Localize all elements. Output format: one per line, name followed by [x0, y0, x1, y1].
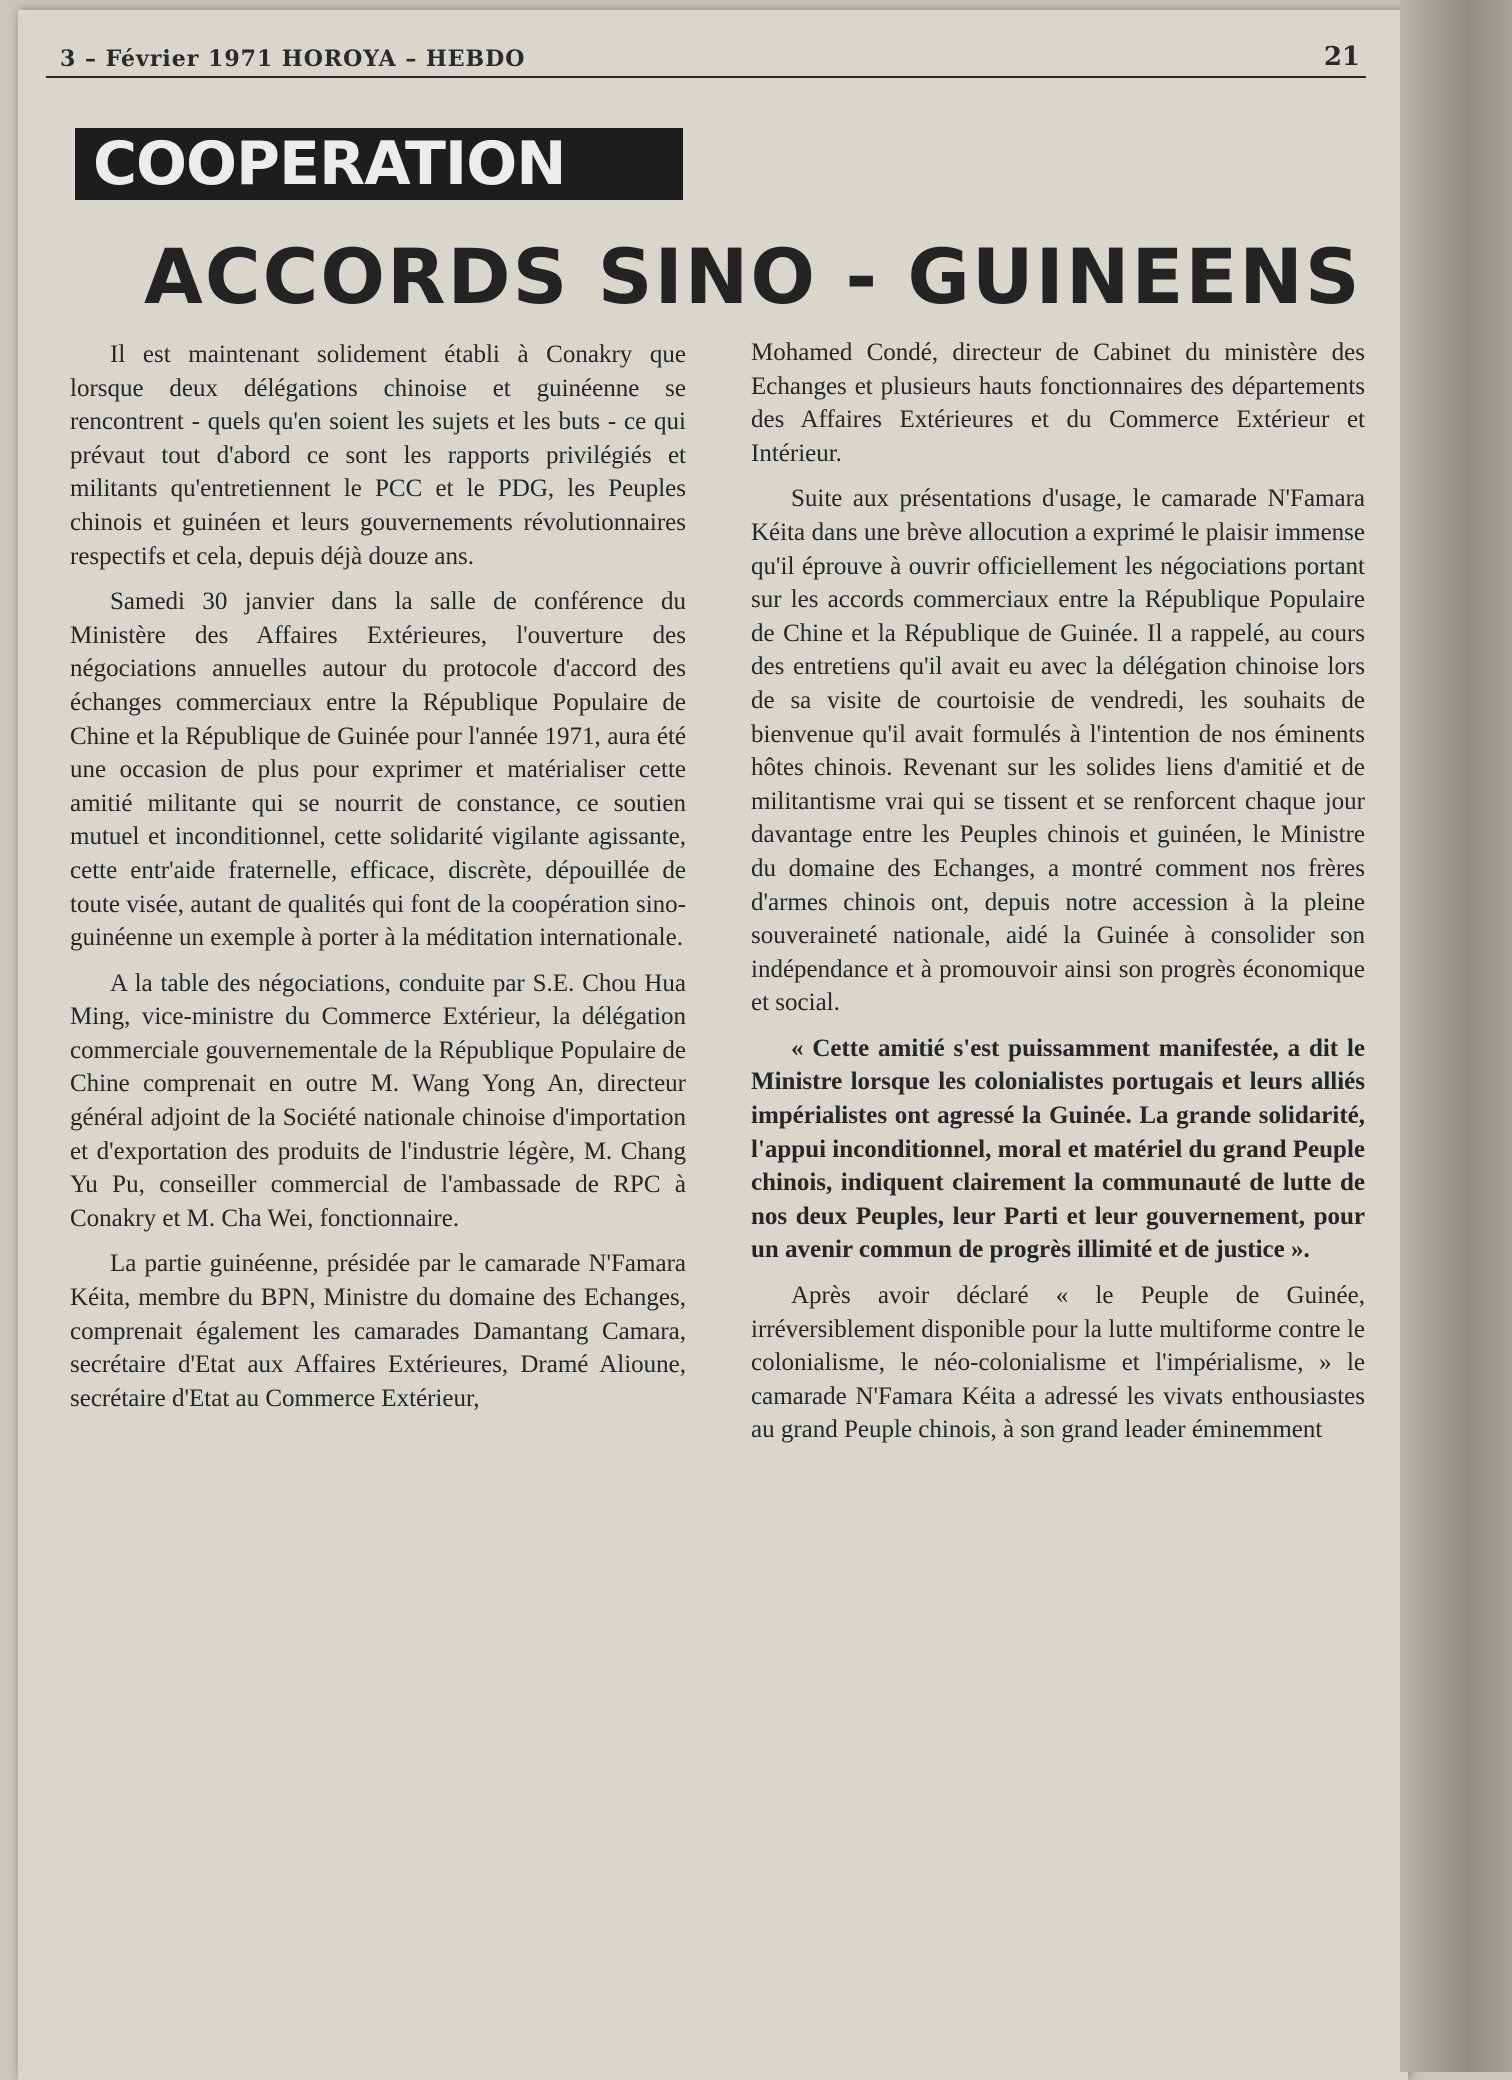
- paragraph: La partie guinéenne, présidée par le camarade N'Famara Kéita, membre du BPN, Ministre du domaine des Echanges, comprenait également les camarades Damantang Camara, secrétaire d'Etat aux Affaires Extérieures, Dramé Alioune, secrétaire d'Etat au Commerce Extérieur,: [70, 1250, 686, 1412]
- page-number: 21: [1323, 42, 1360, 72]
- newspaper-page: [18, 10, 1408, 2080]
- paragraph: A la table des négociations, conduite par S.E. Chou Hua Ming, vice-ministre du Commerce Extérieur, la délégation commerciale gouvernementale de la République Populaire de Chine comprenait en outre M. Wang Yong An, directeur général adjoint de la Société nationale chinoise d'importation et d'exportation des produits de l'industrie légère, M. Chang Yu Pu, conseiller commercial de l'ambassade de RPC à Conakry et M. Cha Wei, fonctionnaire.: [70, 969, 686, 1232]
- paragraph-quote: « Cette amitié s'est puissamment manifestée, a dit le Ministre lorsque les colonialistes portugais et leurs alliés impérialistes ont agressé la Guinée. La grande solidarité, l'appui inconditionnel, moral et matériel du grand Peuple chinois, indiquent clairement la communauté de lutte de nos deux Peuples, leur Parti et leur gouvernement, pour un avenir commun de progrès illimité et de justice ».: [751, 1034, 1365, 1264]
- paragraph: Suite aux présentations d'usage, le camarade N'Famara Kéita dans une brève allocution a exprimé le plaisir immense qu'il éprouve à ouvrir officiellement les négociations portant sur les accords commerciaux entre la République Populaire de Chine et la République de Guinée. Il a rappelé, au cours des entretiens qu'il avait eu avec la délégation chinoise lors de sa visite de courtoisie de vendredi, les souhaits de bienvenue qu'il avait formulés à l'intention de nos éminents hôtes chinois. Revenant sur les solides liens d'amitié et de militantisme vrai qui se tissent et se renforcent chaque jour davantage entre les Peuples chinois et guinéen, le Ministre du domaine des Echanges, a montré comment nos frères d'armes chinois ont, depuis notre accession à la pleine souveraineté nationale, aidé la Guinée à consolider son indépendance et à promouvoir ainsi son progrès économique et social.: [751, 485, 1365, 1017]
- issue-line: 3 – Février 1971 HOROYA – HEBDO: [60, 46, 526, 72]
- paragraph: Il est maintenant solidement établi à Conakry que lorsque deux délégations chinoise et guinéenne se rencontrent - quels qu'en soient les sujets et les buts - ce qui prévaut tout d'abord ce sont les rapports privilégiés et militants qu'entretiennent le PCC et le PDG, les Peuples chinois et guinéen et leurs gouvernements révolutionnaires respectifs et cela, depuis déjà douze ans.: [70, 341, 686, 570]
- article-headline: ACCORDS SINO - GUINEENS: [144, 232, 1362, 321]
- paragraph: Après avoir déclaré « le Peuple de Guinée, irréversiblement disponible pour la lutte multiforme contre le colonialisme, le néo-colonialisme et l'impérialisme, » le camarade N'Famara Kéita a adressé les vivats enthousiastes au grand Peuple chinois, à son grand leader éminemment: [751, 1282, 1365, 1444]
- article-column-left: [70, 338, 686, 1427]
- section-kicker: COOPERATION: [75, 128, 683, 200]
- page-shadow: [1400, 0, 1512, 2072]
- running-head: [46, 42, 1366, 78]
- paragraph: Samedi 30 janvier dans la salle de conférence du Ministère des Affaires Extérieures, l'ouverture des négociations annuelles autour du protocole d'accord des échanges commerciaux entre la République Populaire de Chine et la République de Guinée pour l'année 1971, aura été une occasion de plus pour exprimer et matérialiser cette amitié militante qui se nourrit de constance, ce soutien mutuel et inconditionnel, cette solidarité vigilante agissante, cette entr'aide fraternelle, efficace, discrète, dépouillée de toute visée, autant de qualités qui font de la coopération sino-guinéenne un exemple à porter à la méditation internationale.: [70, 588, 686, 952]
- article-column-right: [751, 336, 1365, 1459]
- paragraph: Mohamed Condé, directeur de Cabinet du ministère des Echanges et plusieurs hauts fonctionnaires des départements des Affaires Extérieures et du Commerce Extérieur et Intérieur.: [751, 339, 1365, 467]
